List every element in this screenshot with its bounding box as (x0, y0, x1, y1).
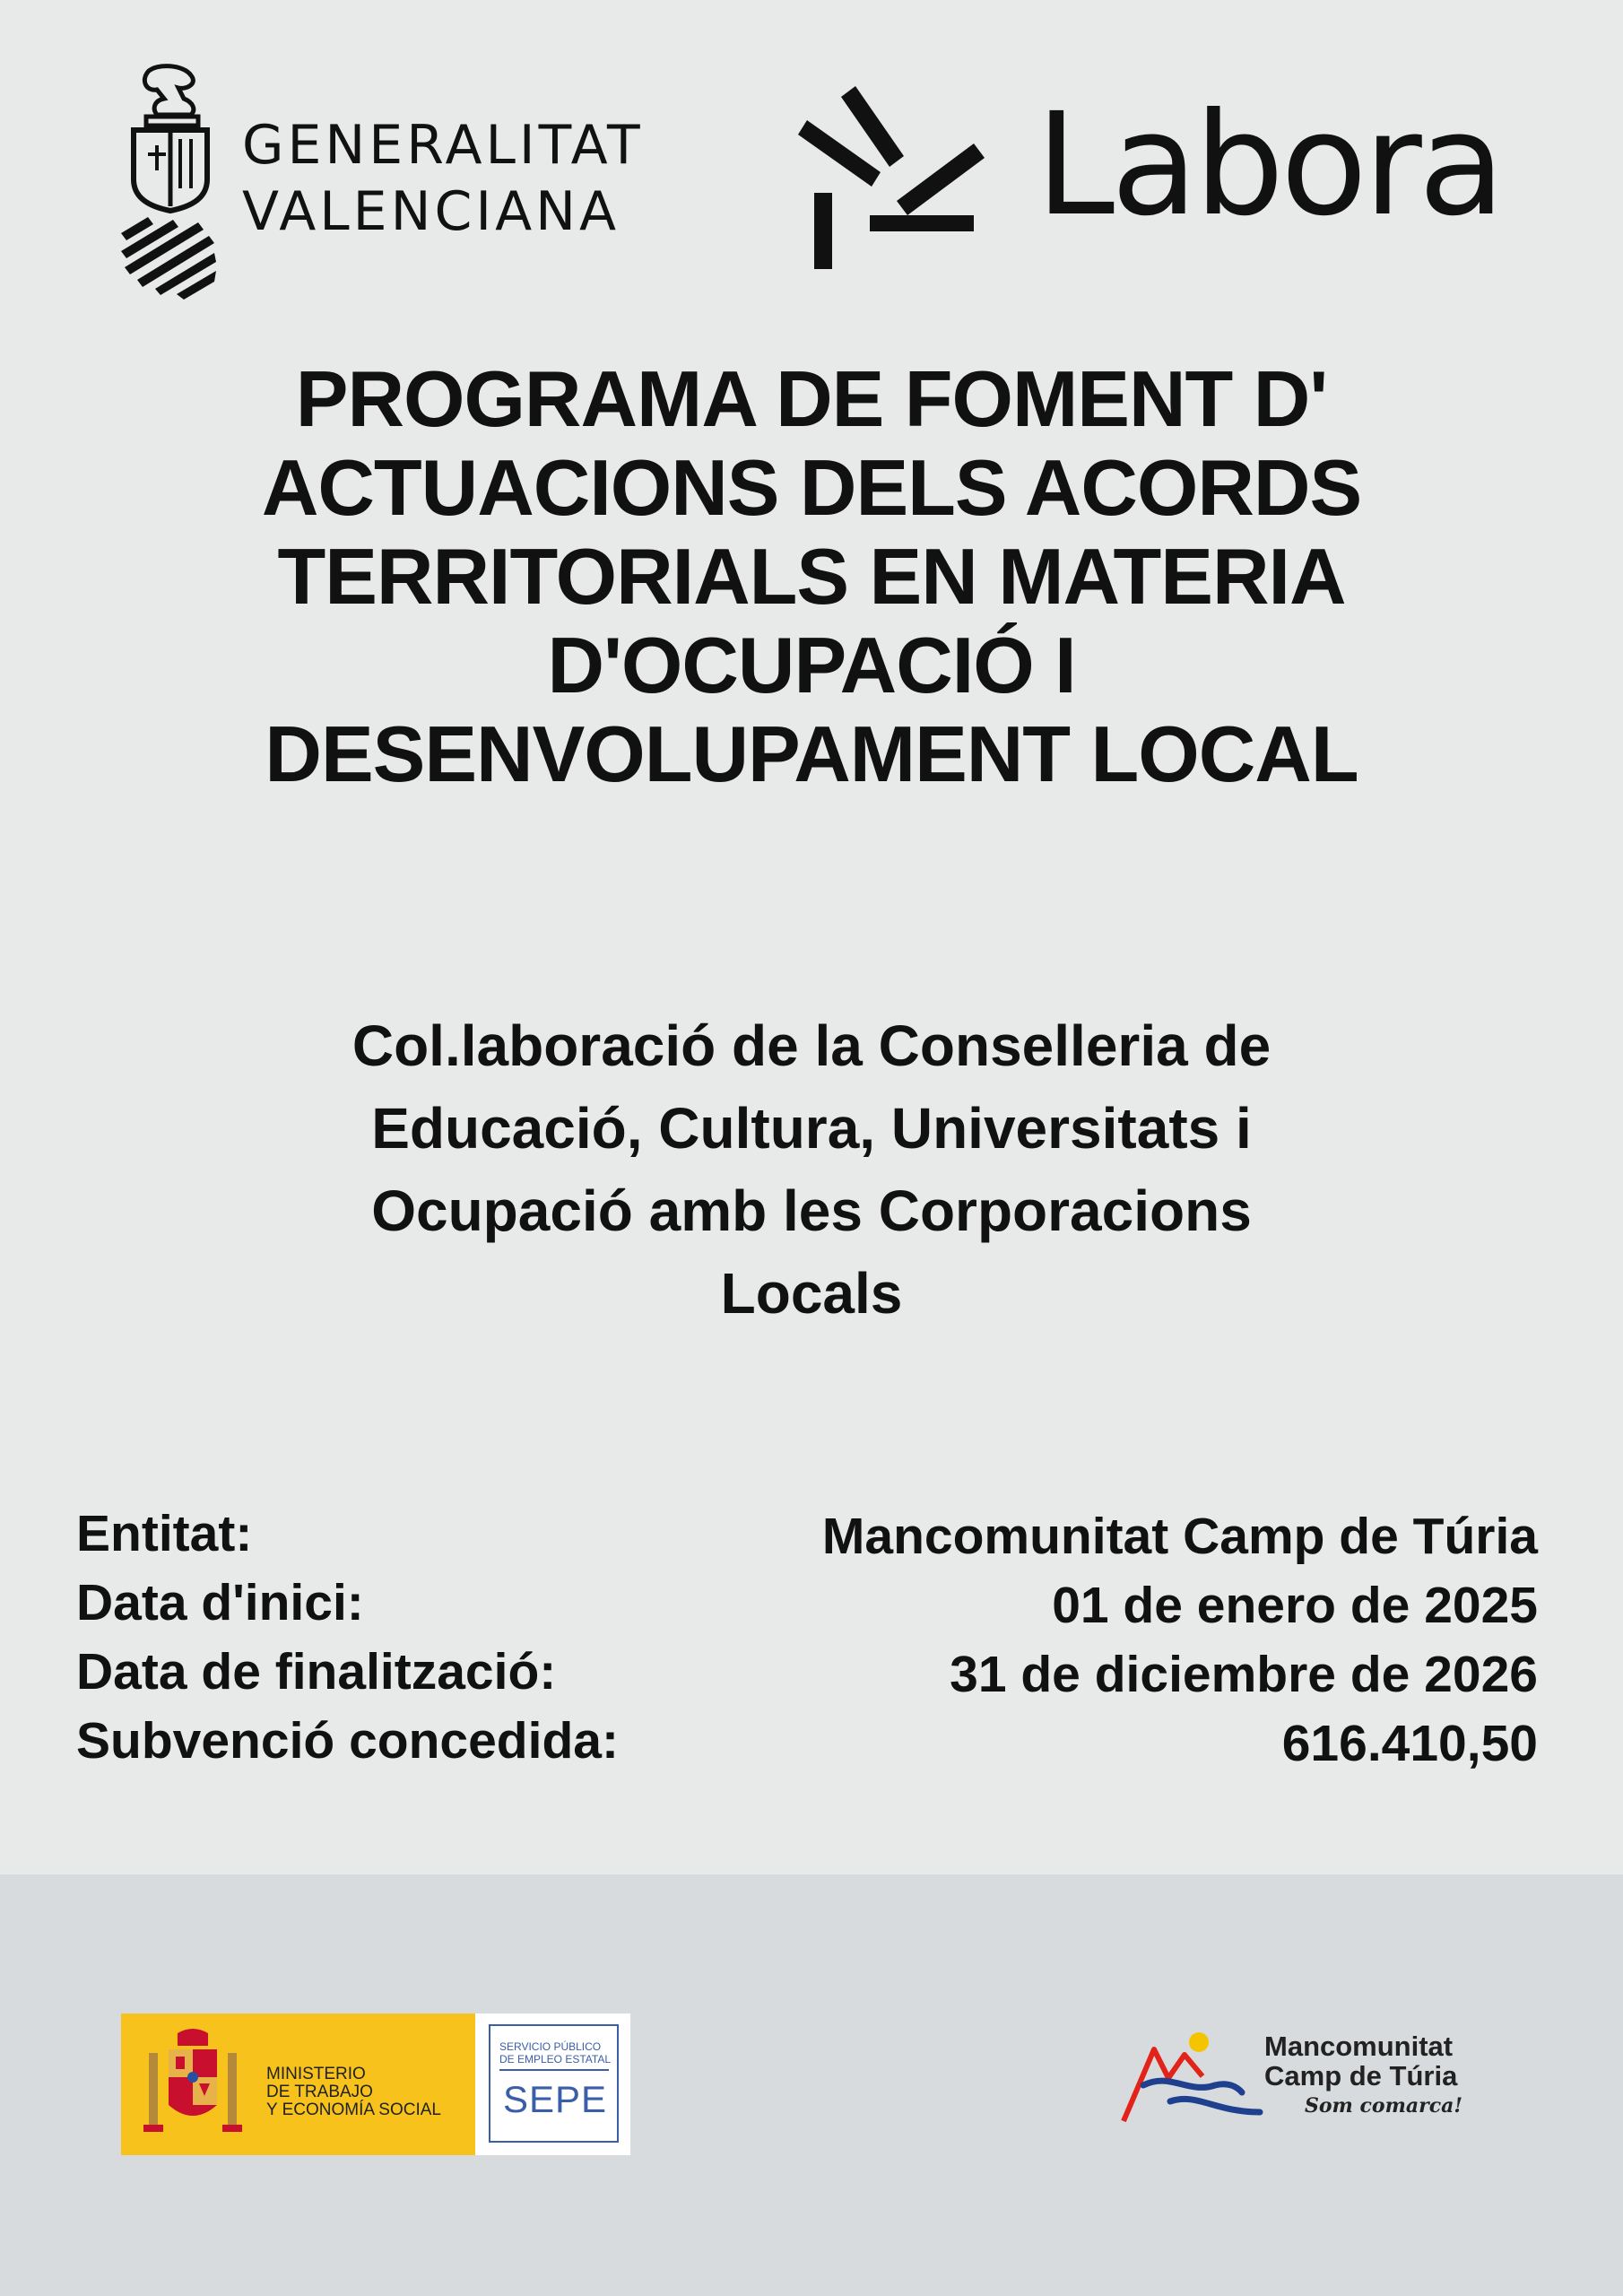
sepe-small-line-1: SERVICIO PÚBLICO (499, 2040, 602, 2053)
entity-value: Mancomunitat Camp de Túria (821, 1508, 1538, 1565)
ministry-name (266, 2066, 441, 2119)
title-line: DESENVOLUPAMENT LOCAL (265, 709, 1358, 798)
sepe-divider (499, 2069, 609, 2071)
sepe-small-line-2: DE EMPLEO ESTATAL (499, 2053, 612, 2066)
start-date-label: Data d'inici: (76, 1574, 364, 1631)
mancomunitat-mark-icon (1116, 2022, 1264, 2130)
mancomunitat-slogan: Som comarca! (1305, 2094, 1462, 2118)
sepe-logo (489, 2024, 619, 2143)
ministry-line-2: DE TRABAJO (266, 2083, 373, 2101)
subtitle-line: Locals (720, 1261, 903, 1326)
mancomunitat-name (1264, 2031, 1457, 2091)
ministry-sepe-logo (121, 2013, 630, 2155)
ministry-line-3: Y ECONOMÍA SOCIAL (266, 2100, 441, 2119)
title-line: ACTUACIONS DELS ACORDS (261, 443, 1362, 532)
title-line: TERRITORIALS EN MATERIA (277, 532, 1346, 621)
spain-coat-of-arms-icon (143, 2026, 242, 2143)
generalitat-shield-icon (121, 63, 220, 300)
info-labels (76, 1500, 619, 1776)
generalitat-line-1: GENERALITAT (242, 114, 644, 177)
title-line: D'OCUPACIÓ I (547, 621, 1076, 709)
sepe-full-name (499, 2040, 611, 2066)
end-date-label: Data de finalització: (76, 1643, 557, 1700)
subtitle-line: Ocupació amb les Corporacions (371, 1178, 1252, 1243)
generalitat-line-2: VALENCIANA (242, 180, 621, 243)
entity-label: Entitat: (76, 1505, 253, 1562)
header-logos (0, 0, 1623, 323)
ministry-panel (121, 2013, 475, 2155)
title-line: PROGRAMA DE FOMENT D' (295, 354, 1328, 443)
subtitle-line: Col.laboració de la Conselleria de (352, 1013, 1271, 1078)
mancomunitat-line-1: Mancomunitat (1264, 2031, 1454, 2062)
generalitat-valenciana-logo (121, 63, 704, 305)
sepe-acronym: SEPE (503, 2078, 608, 2120)
mancomunitat-logo (1116, 2022, 1502, 2148)
ministry-line-1: MINISTERIO (266, 2065, 366, 2083)
grant-info (76, 1500, 1538, 1796)
info-values (822, 1502, 1538, 1779)
labora-logo (798, 81, 1515, 287)
start-date-value: 01 de enero de 2025 (1052, 1577, 1538, 1634)
generalitat-wordmark (242, 112, 644, 245)
footer-band (0, 1874, 1623, 2296)
labora-mark-icon (798, 81, 995, 278)
mancomunitat-line-2: Camp de Túria (1264, 2060, 1458, 2092)
grant-amount-label: Subvenció concedida: (76, 1712, 619, 1770)
collaboration-subtitle (179, 1004, 1444, 1335)
grant-amount-value: 616.410,50 (1281, 1715, 1538, 1772)
labora-wordmark: Labora (1036, 83, 1502, 248)
program-title (117, 354, 1506, 798)
subtitle-line: Educació, Cultura, Universitats i (371, 1096, 1252, 1161)
end-date-value: 31 de diciembre de 2026 (950, 1646, 1538, 1703)
